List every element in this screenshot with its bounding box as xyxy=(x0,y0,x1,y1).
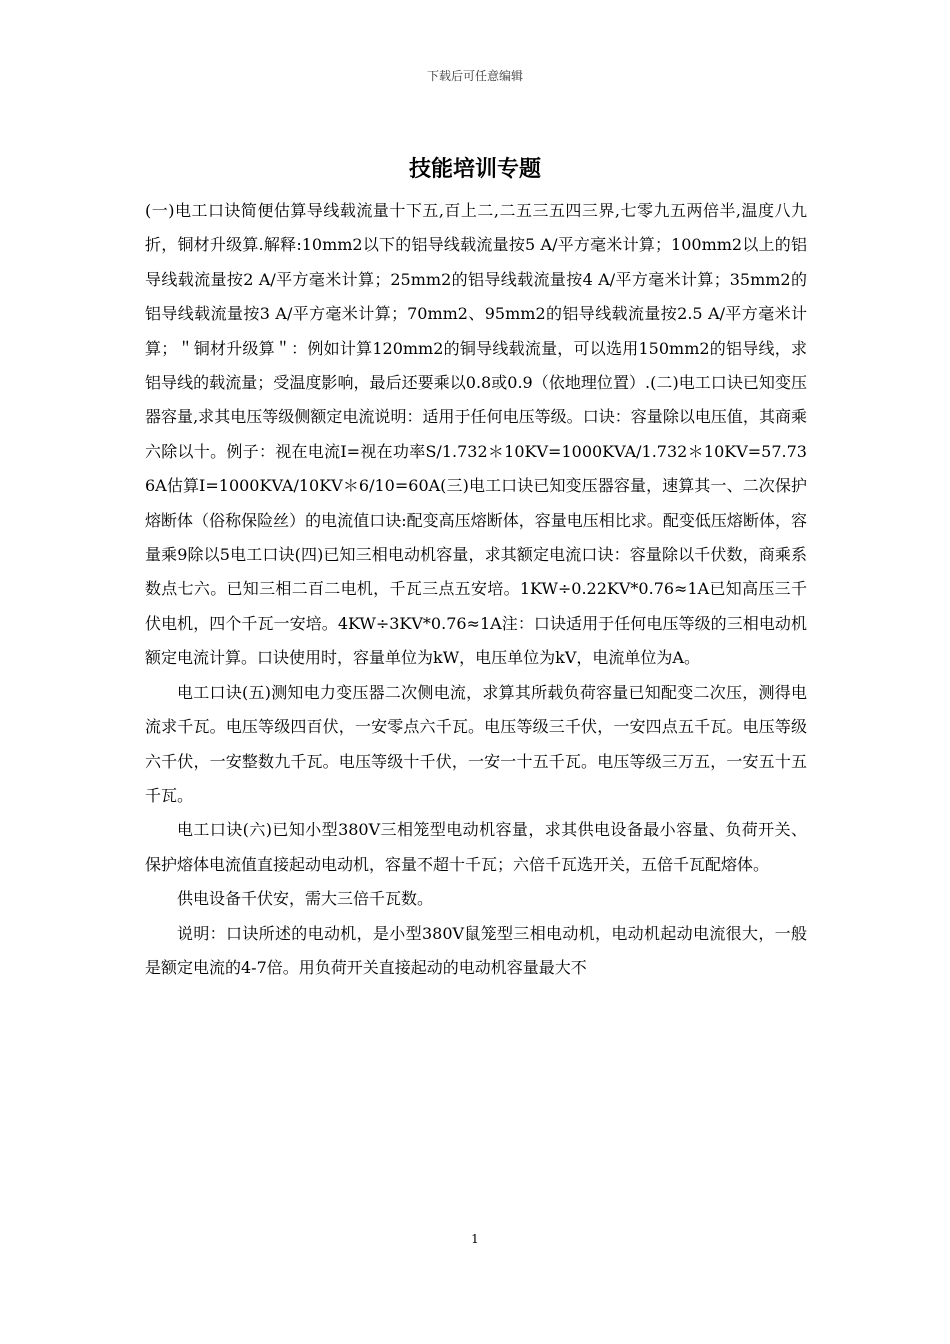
paragraph-5: 说明：口诀所述的电动机，是小型380V鼠笼型三相电动机，电动机起动电流很大，一般是额定电流的4-7倍。用负荷开关直接起动的电动机容量最大不 xyxy=(145,923,807,977)
page-header: 下载后可任意编辑 xyxy=(426,69,523,83)
paragraph-2: 电工口诀(五)测知电力变压器二次侧电流，求算其所载负荷容量已知配变二次压，测得电流求千瓦。电压等级四百伏，一安零点六千瓦。电压等级三千伏，一安四点五千瓦。电压等级六千伏，一安整数九千瓦。电压等级十千伏，一安一十五千瓦。电压等级三万五，一安五十五千瓦。 xyxy=(145,682,807,805)
page-number: 1 xyxy=(471,1232,479,1246)
document-title: 技能培训专题 xyxy=(408,157,541,182)
paragraph-1: (一)电工口诀简便估算导线载流量十下五,百上二,二五三五四三界,七零九五两倍半,温度八九折，铜材升级算.解释:10mm2以下的铝导线载流量按5 A/平方毫米计算；100mm2以上的铝导线载流量按2 A/平方毫米计算；25mm2的铝导线载流量按4 A/平方毫米计算；35mm2的铝导线载流量按3 A/平方毫米计算；70mm2、95mm2的铝导线载流量按2.5 A/平方毫米计算；＂铜材升级算＂：例如计算120mm2的铜导线载流量，可以选用150mm2的铝导线，求铝导线的载流量；受温度影响，最后还要乘以0.8或0.9（依地理位置）.(二)电工口诀已知变压器容量,求其电压等级侧额定电流说明：适用于任何电压等级。口诀：容量除以电压值，其商乘六除以十。例子：视在电流I=视在功率S/1.732＊10KV=1000KVA/1.732＊10KV=57.736A估算I=1000KVA/10KV＊6/10=60A(三)电工口诀已知变压器容量，速算其一、二次保护熔断体（俗称保险丝）的电流值口诀:配变高压熔断体，容量电压相比求。配变低压熔断体，容量乘9除以5电工口诀(四)已知三相电动机容量，求其额定电流口诀：容量除以千伏数，商乘系数点七六。已知三相二百二电机，千瓦三点五安培。1KW÷0.22KV*0.76≈1A已知高压三千伏电机，四个千瓦一安培。4KW÷3KV*0.76≈1A注：口诀适用于任何电压等级的三相电动机额定电流计算。口诀使用时，容量单位为kW，电压单位为kV，电流单位为A。 xyxy=(145,201,807,668)
document-body xyxy=(145,194,807,985)
paragraph-3: 电工口诀(六)已知小型380V三相笼型电动机容量，求其供电设备最小容量、负荷开关、保护熔体电流值直接起动电动机，容量不超十千瓦；六倍千瓦选开关，五倍千瓦配熔体。 xyxy=(145,820,807,874)
paragraph-4: 供电设备千伏安，需大三倍千瓦数。 xyxy=(177,889,434,909)
